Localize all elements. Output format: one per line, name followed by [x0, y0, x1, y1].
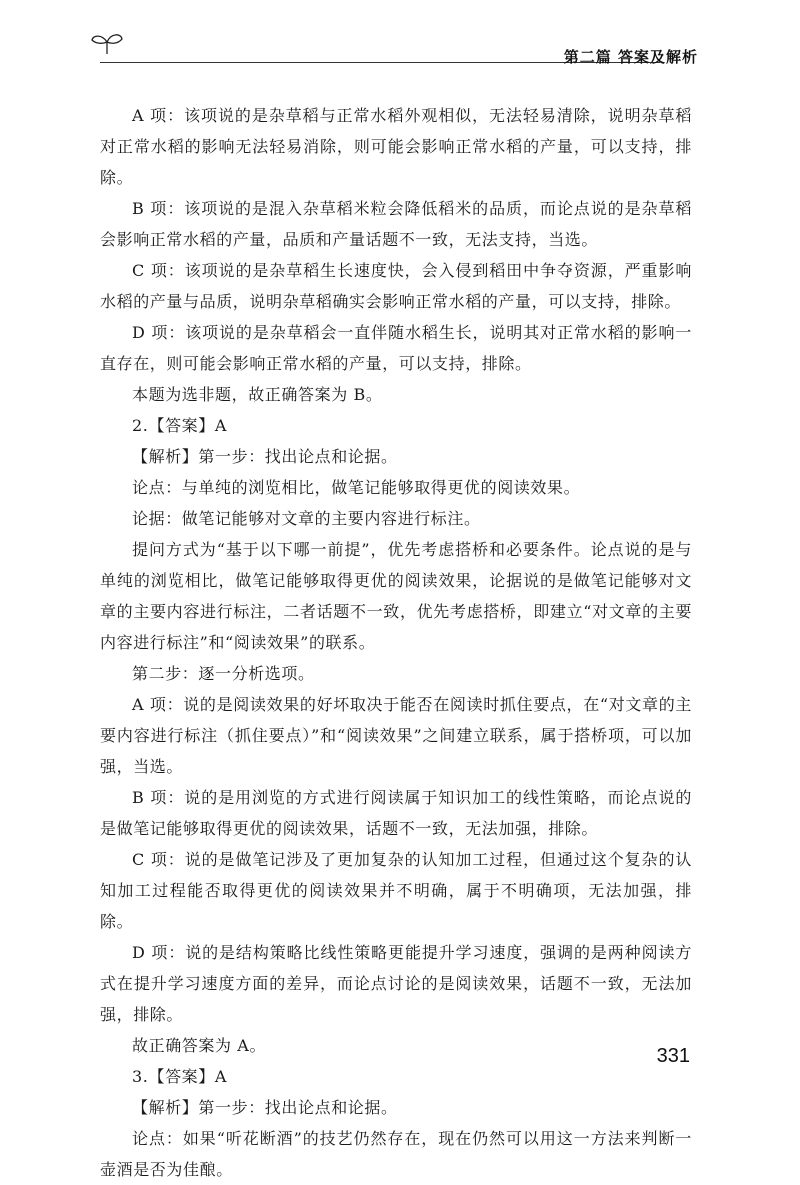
paragraph-conclusion-q1: 本题为选非题，故正确答案为 B。	[132, 385, 383, 404]
paragraph-option-d-q1: D 项：该项说的是杂草稻会一直伴随水稻生长，说明其对正常水稻的影响一直存在，则可能会影响正常水稻的产量，可以支持，排除。	[100, 323, 692, 373]
paragraph-question-type-q2: 提问方式为“基于以下哪一前提”，优先考虑搭桥和必要条件。论点说的是与单纯的浏览相比，做笔记能够取得更优的阅读效果，论据说的是做笔记能够对文章的主要内容进行标注，二者话题不一致，优先考虑搭桥，即建立“对文章的主要内容进行标注”和“阅读效果”的联系。	[100, 540, 692, 652]
paragraph-step2-q2: 第二步：逐一分析选项。	[132, 664, 315, 683]
paragraph-option-a-q2: A 项：说的是阅读效果的好坏取决于能否在阅读时抓住要点，在“对文章的主要内容进行标注（抓住要点）”和“阅读效果”之间建立联系，属于搭桥项，可以加强，当选。	[100, 695, 692, 776]
page-number: 331	[656, 1045, 690, 1067]
paragraph-option-d-q2: D 项：说的是结构策略比线性策略更能提升学习速度，强调的是两种阅读方式在提升学习速度方面的差异，而论点讨论的是阅读效果，话题不一致，无法加强，排除。	[100, 943, 692, 1024]
section-title: 第二篇 答案及解析	[563, 48, 698, 66]
paragraph-analysis-step1-q2: 【解析】第一步：找出论点和论据。	[132, 447, 398, 466]
answer-content	[100, 100, 692, 1185]
paragraph-answer-q3: 3.【答案】A	[132, 1067, 228, 1086]
paragraph-option-c-q1: C 项：该项说的是杂草稻生长速度快，会入侵到稻田中争夺资源，严重影响水稻的产量与品质，说明杂草稻确实会影响正常水稻的产量，可以支持，排除。	[100, 261, 692, 311]
paragraph-argument-q3: 论点：如果“听花断酒”的技艺仍然存在，现在仍然可以用这一方法来判断一壶酒是否为佳酿。	[100, 1129, 692, 1179]
paragraph-option-c-q2: C 项：说的是做笔记涉及了更加复杂的认知加工过程，但通过这个复杂的认知加工过程能否取得更优的阅读效果并不明确，属于不明确项，无法加强，排除。	[100, 850, 692, 931]
page-header	[0, 0, 800, 80]
sprout-icon	[90, 30, 124, 56]
paragraph-option-a-q1: A 项：该项说的是杂草稻与正常水稻外观相似，无法轻易清除，说明杂草稻对正常水稻的影响无法轻易消除，则可能会影响正常水稻的产量，可以支持，排除。	[100, 106, 692, 187]
paragraph-evidence-q2: 论据：做笔记能够对文章的主要内容进行标注。	[132, 509, 481, 528]
paragraph-option-b-q1: B 项：该项说的是混入杂草稻米粒会降低稻米的品质，而论点说的是杂草稻会影响正常水稻的产量，品质和产量话题不一致，无法支持，当选。	[100, 199, 692, 249]
paragraph-argument-q2: 论点：与单纯的浏览相比，做笔记能够取得更优的阅读效果。	[132, 478, 581, 497]
paragraph-option-b-q2: B 项：说的是用浏览的方式进行阅读属于知识加工的线性策略，而论点说的是做笔记能够取得更优的阅读效果，话题不一致，无法加强，排除。	[100, 788, 692, 838]
paragraph-analysis-step1-q3: 【解析】第一步：找出论点和论据。	[132, 1098, 398, 1117]
paragraph-conclusion-q2: 故正确答案为 A。	[132, 1036, 267, 1055]
paragraph-answer-q2: 2.【答案】A	[132, 416, 228, 435]
